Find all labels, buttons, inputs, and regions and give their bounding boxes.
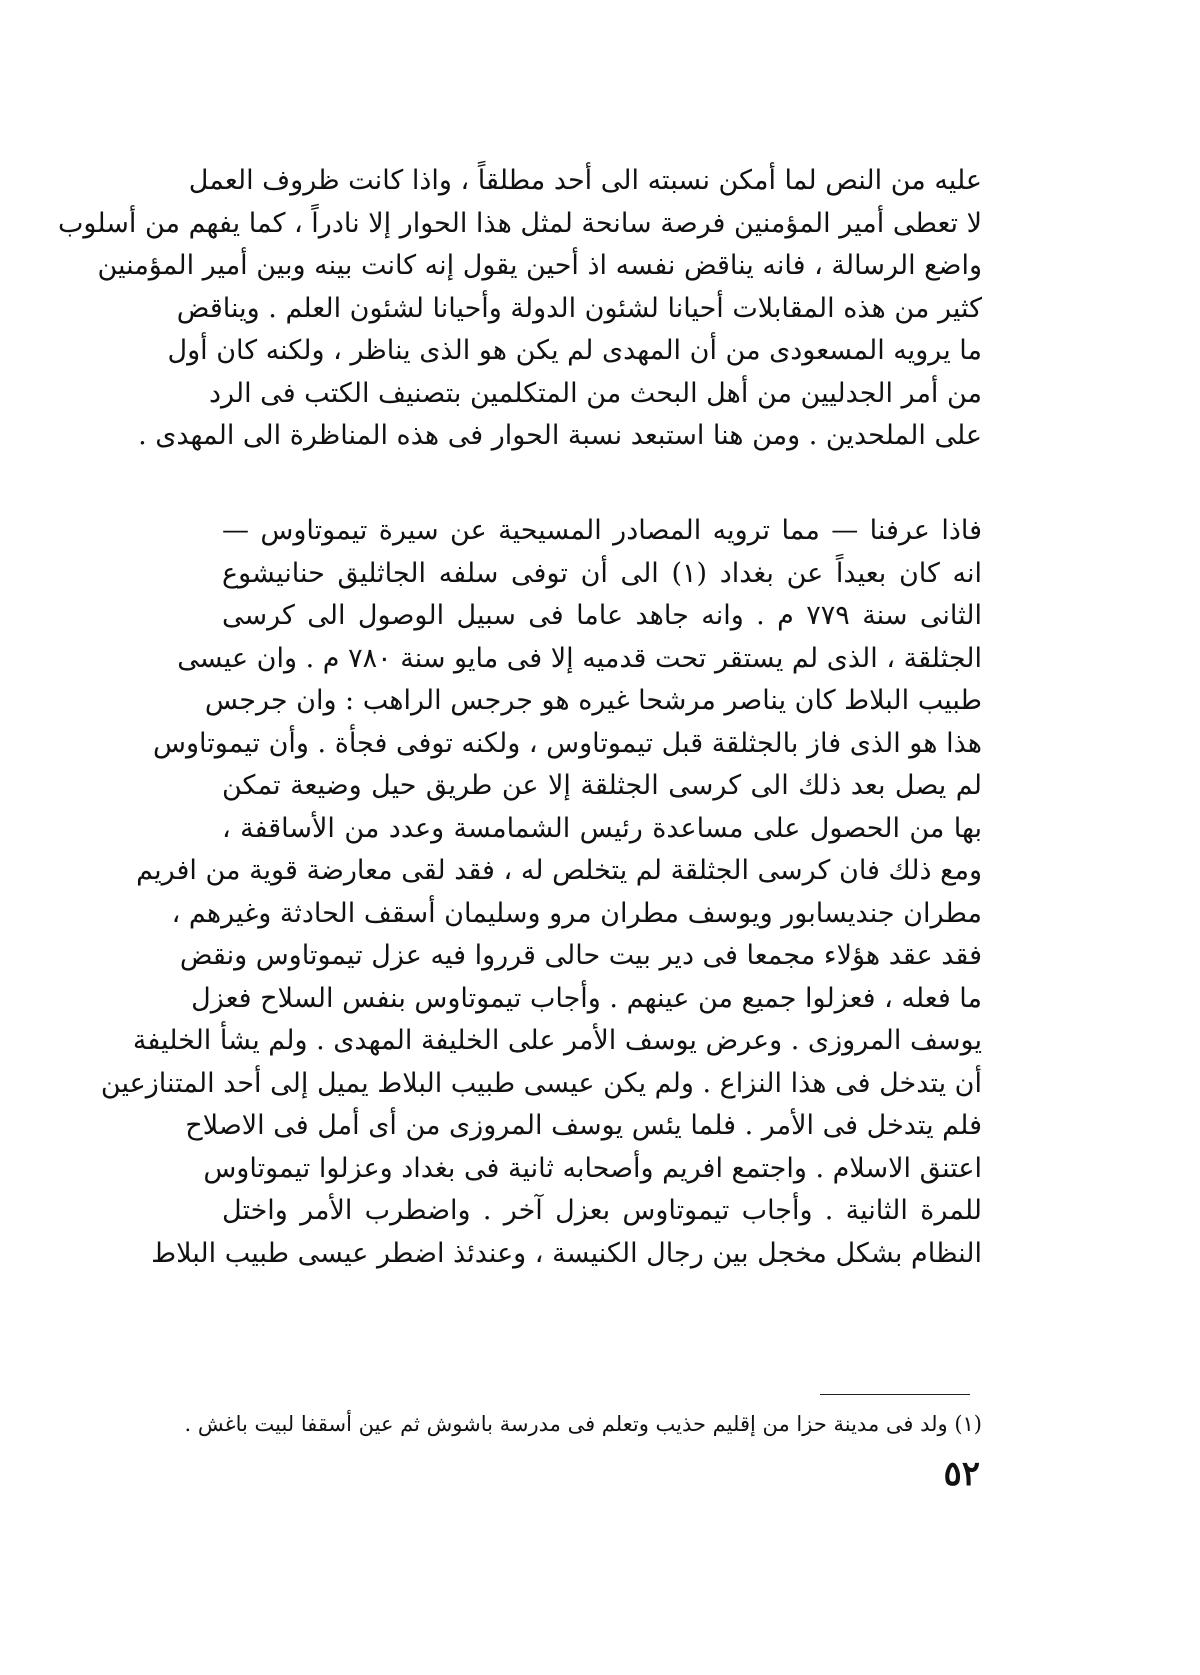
footnote-divider [820,1394,970,1395]
paragraph-1 [57,160,982,458]
page-number: ٥٢ [943,1454,980,1494]
text-line: ومع ذلك فان كرسى الجثلقة لم يتخلص له ، فقد لقى معارضة قوية من افريم [136,855,982,886]
paragraph-2 [100,510,983,1275]
text-line: الجثلقة ، الذى لم يستقر تحت قدميه إلا فى مايو سنة ٧٨٠ م . وان عيسى [177,642,982,674]
text-line: فقد عقد هؤلاء مجمعا فى دير بيت حالى قرروا فيه عزل تيموتاوس ونقض [179,940,982,971]
text-line: الثانى سنة ٧٧٩ م . وانه جاهد عاما فى سبيل الوصول الى كرسى [222,600,982,631]
text-line: ما يرويه المسعودى من أن المهدى لم يكن هو الذى يناظر ، ولكنه كان أول [167,335,982,366]
text-line: من أمر الجدليين من أهل البحث من المتكلمين بتصنيف الكتب فى الرد [208,377,982,409]
text-line: طبيب البلاط كان يناصر مرشحا غيره هو جرجس الراهب : وان جرجس [204,685,982,716]
text-line: واضع الرسالة ، فانه يناقض نفسه اذ أحين يقول إنه كانت بينه وبين أمير المؤمنين [97,250,982,281]
text-line: على الملحدين . ومن هنا استبعد نسبة الحوار فى هذه المناظرة الى المهدى . [138,420,982,451]
text-line: للمرة الثانية . وأجاب تيموتاوس بعزل آخر . واضطرب الأمر واختل [222,1195,982,1226]
text-line: مطران جنديسابور ويوسف مطران مرو وسليمان أسقف الحادثة وغيرهم ، [171,897,982,929]
text-line: لا تعطى أمير المؤمنين فرصة سانحة لمثل هذا الحوار إلا نادراً ، كما يفهم من أسلوب [57,207,982,239]
text-line: هذا هو الذى فاز بالجثلقة قبل تيموتاوس ، ولكنه توفى فجأة . وأن تيموتاوس [153,727,982,759]
text-line: أن يتدخل فى هذا النزاع . ولم يكن عيسى طبيب البلاط يميل إلى أحد المتنازعين [100,1067,982,1099]
text-line: انه كان بعيداً عن بغداد (١) الى أن توفى سلفه الجاثليق حنانيشوع [222,557,983,589]
text-line: عليه من النص لما أمكن نسبته الى أحد مطلقاً ، واذا كانت ظروف العمل [188,165,982,196]
text-line: اعتنق الاسلام . واجتمع افريم وأصحابه ثانية فى بغداد وعزلوا تيموتاوس [203,1152,982,1184]
footnote: (١) ولد فى مدينة حزا من إقليم حذيب وتعلم فى مدرسة باشوش ثم عين أسقفا لبيت باغش . [184,1412,982,1436]
text-line: بها من الحصول على مساعدة رئيس الشمامسة وعدد من الأساقفة ، [222,812,982,844]
text-line: فلم يتدخل فى الأمر . فلما يئس يوسف المروزى من أى أمل فى الاصلاح [185,1110,982,1141]
text-line: فاذا عرفنا — مما ترويه المصادر المسيحية عن سيرة تيموتاوس — [222,515,982,546]
text-line: كثير من هذه المقابلات أحيانا لشئون الدولة وأحيانا لشئون العلم . ويناقض [176,292,982,324]
text-line: لم يصل بعد ذلك الى كرسى الجثلقة إلا عن طريق حيل وضيعة تمكن [222,770,982,801]
text-line: ما فعله ، فعزلوا جميع من عينهم . وأجاب تيموتاوس بنفس السلاح فعزل [191,982,982,1014]
text-line: يوسف المروزى . وعرض يوسف الأمر على الخليفة المهدى . ولم يشأ الخليفة [132,1025,982,1056]
text-line: النظام بشكل مخجل بين رجال الكنيسة ، وعندئذ اضطر عيسى طبيب البلاط [151,1237,982,1269]
